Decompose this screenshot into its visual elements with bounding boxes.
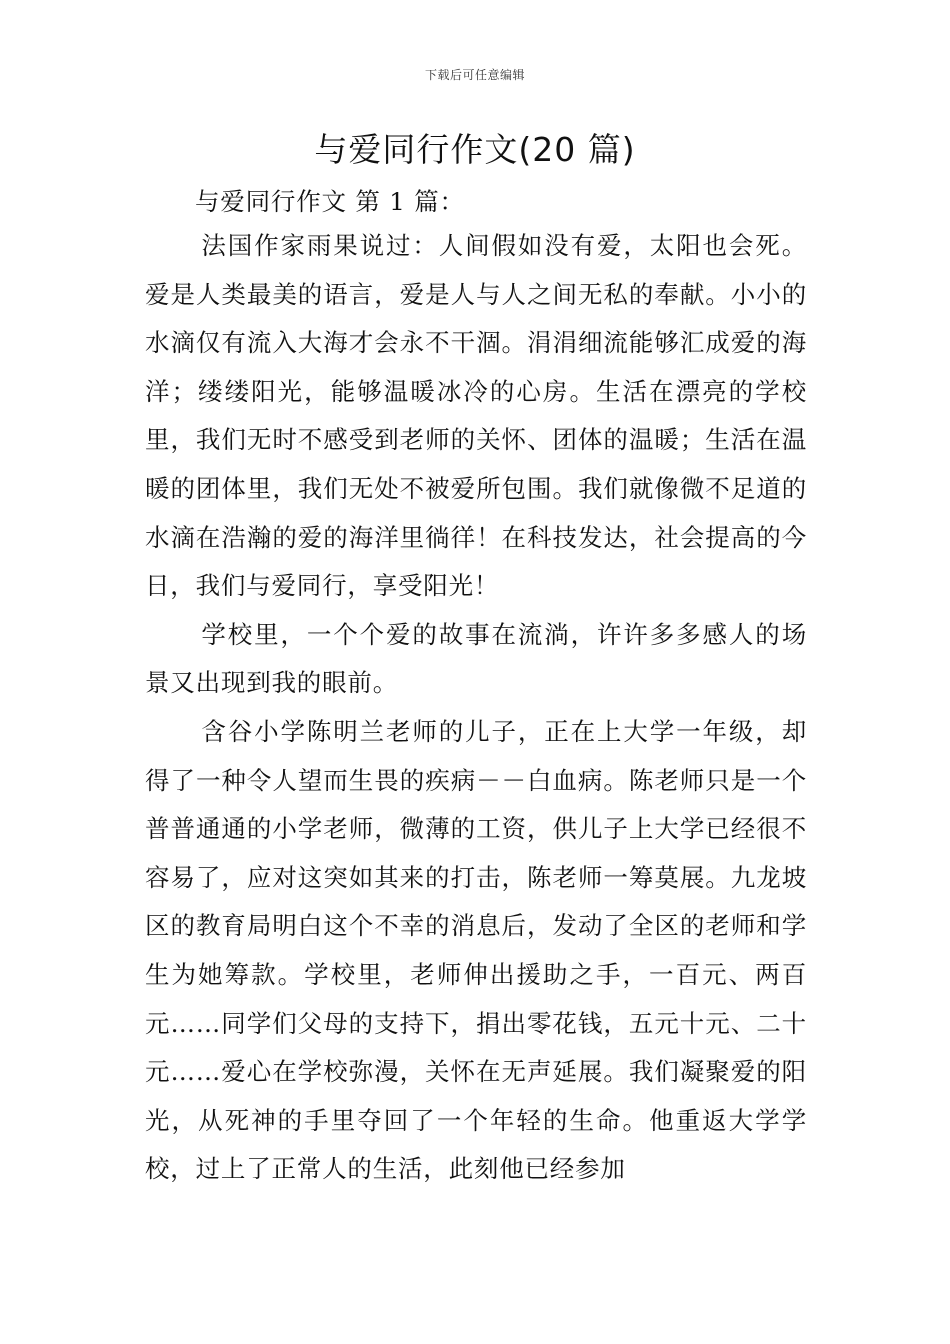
header-note: 下载后可任意编辑 [424, 68, 525, 82]
paragraph: 含谷小学陈明兰老师的儿子，正在上大学一年级，却得了一种令人望而生畏的疾病－－白血病。陈老师只是一个普普通通的小学老师，微薄的工资，供儿子上大学已经很不容易了，应对这突如其来的打击，陈老师一筹莫展。九龙坡区的教育局明白这个不幸的消息后，发动了全区的老师和学生为她筹款。学校里，老师伸出援助之手，一百元、两百元……同学们父母的支持下，捐出零花钱，五元十元、二十元……爱心在学校弥漫，关怀在无声延展。我们凝聚爱的阳光，从死神的手里夺回了一个年轻的生命。他重返大学学校，过上了正常人的生活，此刻他已经参加 [145, 716, 807, 1184]
paragraph: 学校里，一个个爱的故事在流淌，许许多多感人的场景又出现到我的眼前。 [145, 619, 807, 698]
document-title: 与爱同行作文(20 篇) [314, 130, 636, 169]
section-heading: 与爱同行作文 第 1 篇： [195, 187, 465, 216]
document-body [145, 178, 807, 1194]
paragraph: 法国作家雨果说过：人间假如没有爱，太阳也会死。爱是人类最美的语言，爱是人与人之间无私的奉献。小小的水滴仅有流入大海才会永不干涸。涓涓细流能够汇成爱的海洋；缕缕阳光，能够温暖冰冷的心房。生活在漂亮的学校里，我们无时不感受到老师的关怀、团体的温暖；生活在温暖的团体里，我们无处不被爱所包围。我们就像微不足道的水滴在浩瀚的爱的海洋里徜徉！在科技发达，社会提高的今日，我们与爱同行，享受阳光！ [145, 231, 807, 601]
